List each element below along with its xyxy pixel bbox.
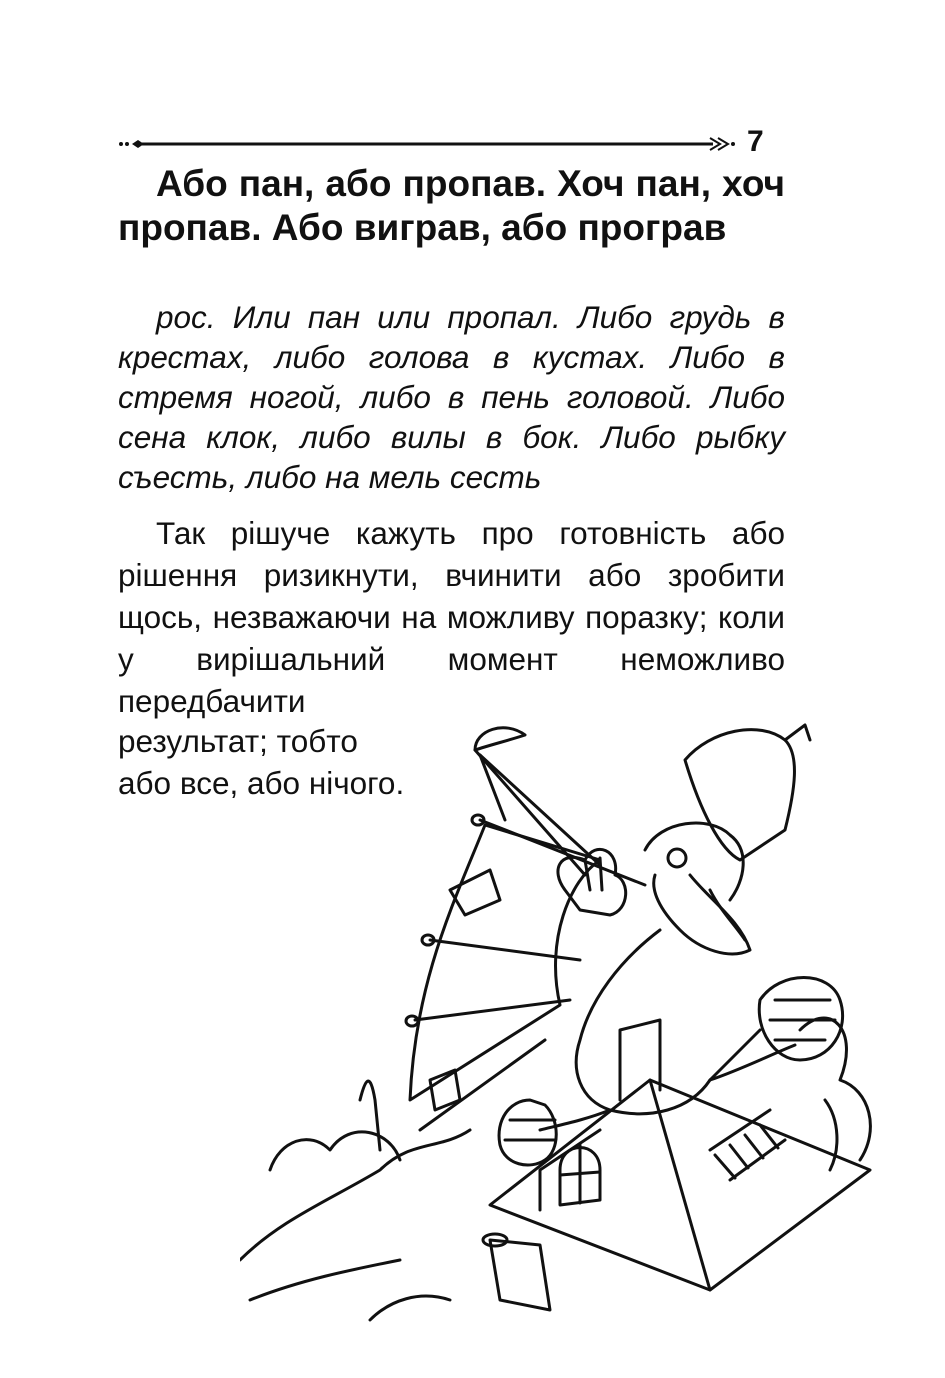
page-number: 7: [747, 125, 764, 158]
entry-heading: Або пан, або пропав. Хоч пан, хоч пропав. Або виграв, або програв: [118, 163, 785, 248]
entry-description-continued: результат; тобто або все, або нічого.: [118, 723, 405, 801]
russian-equivalent: рос. Или пан или пропал. Либо грудь в крестах, либо голова в кустах. Либо в стремя ногой, либо в пень головой. Либо сена клок, либо вилы в бок. Либо рыбку съесть, либо на мель сесть: [118, 299, 785, 495]
gnome-illustration: [240, 700, 890, 1330]
entry-description: Так рішуче кажуть про готовність або рішення ризикнути, вчинити або зробити щось, незважаючи на можливу поразку; коли у вирішальний момент неможливо передбачити: [118, 515, 785, 719]
header-rule: [118, 134, 738, 154]
